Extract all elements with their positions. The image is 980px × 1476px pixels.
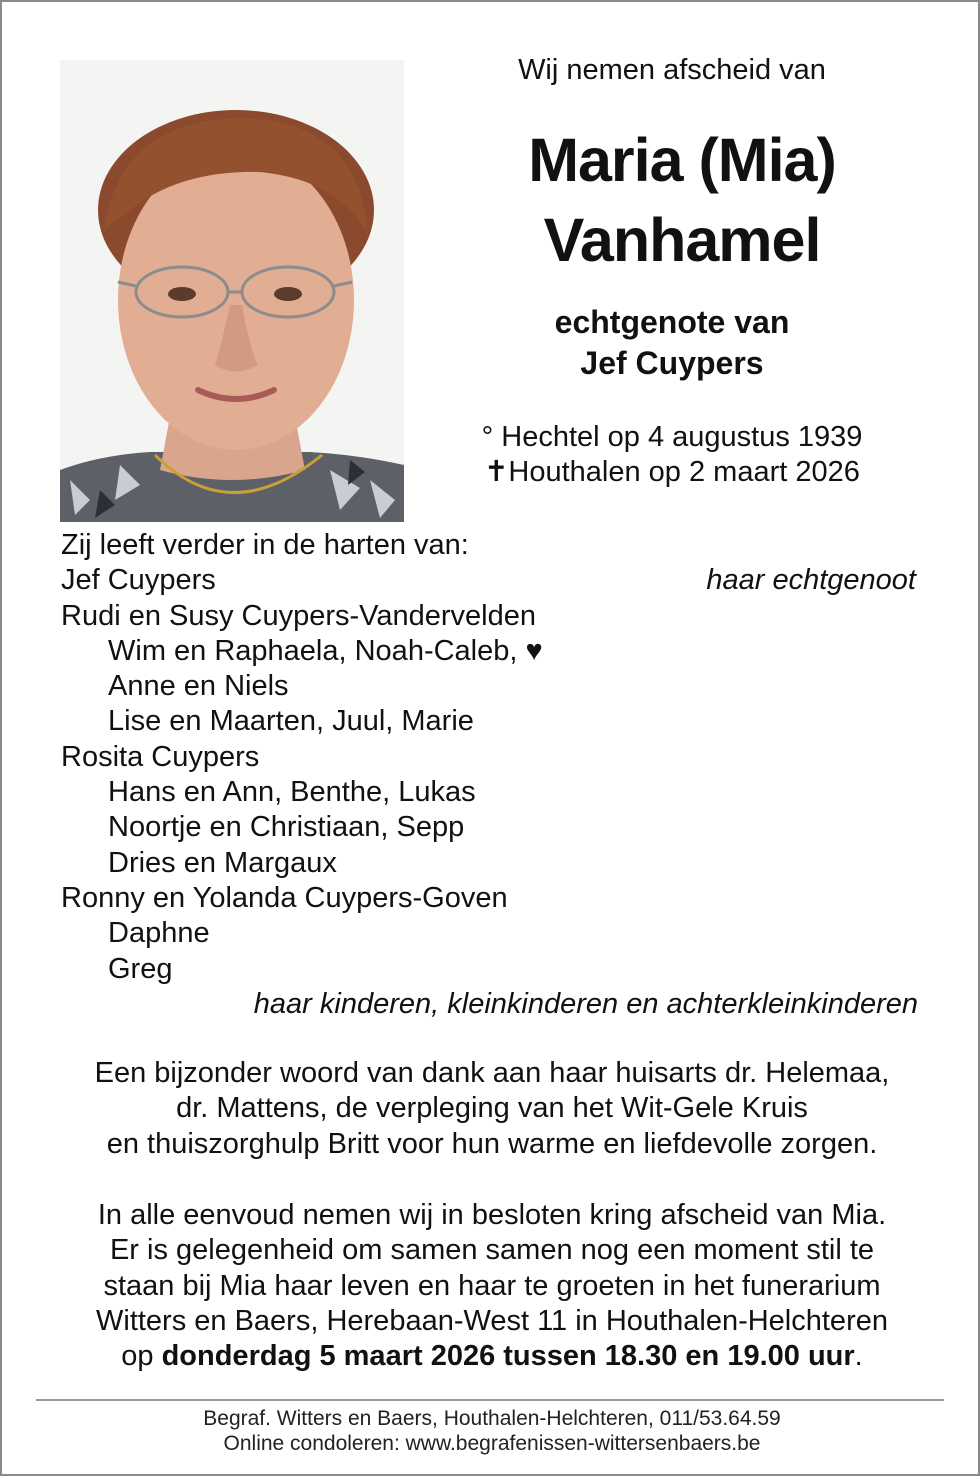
family-list	[61, 528, 921, 1022]
funeral-home-contact: Begraf. Witters en Baers, Houthalen-Helchteren, 011/53.64.59	[203, 1407, 781, 1430]
ceremony-line: Witters en Baers, Herebaan-West 11 in Houthalen-Helchteren	[96, 1304, 888, 1337]
spouse-name: Jef Cuypers	[580, 345, 764, 381]
family-spouse-role: haar echtgenoot	[706, 564, 916, 597]
family-member-row: Wim en Raphaela, Noah-Caleb, ♥	[108, 634, 543, 667]
family-member-row: Greg	[108, 952, 173, 985]
family-member-row: Rosita Cuypers	[61, 740, 260, 773]
footer	[42, 1406, 942, 1456]
family-member-row: Daphne	[108, 917, 210, 950]
family-spouse-row	[61, 563, 921, 598]
spouse-label: echtgenote van	[554, 304, 790, 340]
family-member-row: Hans en Ann, Benthe, Lukas	[108, 776, 476, 809]
footer-divider	[36, 1399, 944, 1401]
family-member-row: Dries en Margaux	[108, 846, 337, 879]
death-date: ✝Houthalen op 2 maart 2026	[484, 456, 860, 488]
name-line-1: Maria (Mia)	[528, 126, 836, 194]
thanks-line: Een bijzonder woord van dank aan haar huisarts dr. Helemaa,	[94, 1057, 890, 1089]
name-line-2: Vanhamel	[543, 206, 821, 274]
intro-text: Wij nemen afscheid van	[518, 54, 826, 86]
family-member-row: Ronny en Yolanda Cuypers-Goven	[61, 881, 508, 914]
ceremony-date-prefix: op	[121, 1340, 162, 1373]
thanks-paragraph	[42, 1056, 942, 1162]
family-members	[61, 599, 921, 987]
spouse-block	[442, 302, 902, 384]
children-role: haar kinderen, kleinkinderen en achterkleinkinderen	[253, 987, 918, 1020]
family-member-row: Anne en Niels	[108, 670, 289, 703]
ceremony-line: Er is gelegenheid om samen samen nog een moment stil te	[109, 1234, 875, 1267]
thanks-line: dr. Mattens, de verpleging van het Wit-Gele Kruis	[176, 1092, 808, 1125]
ceremony-date-suffix: .	[854, 1340, 863, 1373]
deceased-name	[412, 120, 952, 280]
ceremony-date: donderdag 5 maart 2026 tussen 18.30 en 19.00 uur	[161, 1340, 855, 1373]
ceremony-date-line	[42, 1339, 942, 1374]
portrait-illustration	[60, 60, 404, 522]
family-member-row: Noortje en Christiaan, Sepp	[108, 811, 465, 844]
online-condolence-link[interactable]: Online condoleren: www.begrafenissen-wittersenbaers.be	[223, 1432, 761, 1455]
family-spouse-name: Jef Cuypers	[61, 564, 216, 597]
ceremony-line: In alle eenvoud nemen wij in besloten kring afscheid van Mia.	[97, 1199, 887, 1231]
family-member-row: Rudi en Susy Cuypers-Vandervelden	[61, 599, 537, 632]
birth-date: ° Hechtel op 4 augustus 1939	[481, 421, 863, 453]
ceremony-paragraph	[42, 1198, 942, 1374]
portrait-photo	[60, 60, 404, 522]
thanks-line: en thuiszorghulp Britt voor hun warme en liefdevolle zorgen.	[106, 1127, 878, 1160]
family-intro: Zij leeft verder in de harten van:	[61, 529, 469, 561]
life-dates	[442, 420, 902, 490]
ceremony-line: staan bij Mia haar leven en haar te groeten in het funerarium	[103, 1269, 881, 1302]
family-member-row: Lise en Maarten, Juul, Marie	[108, 705, 474, 738]
